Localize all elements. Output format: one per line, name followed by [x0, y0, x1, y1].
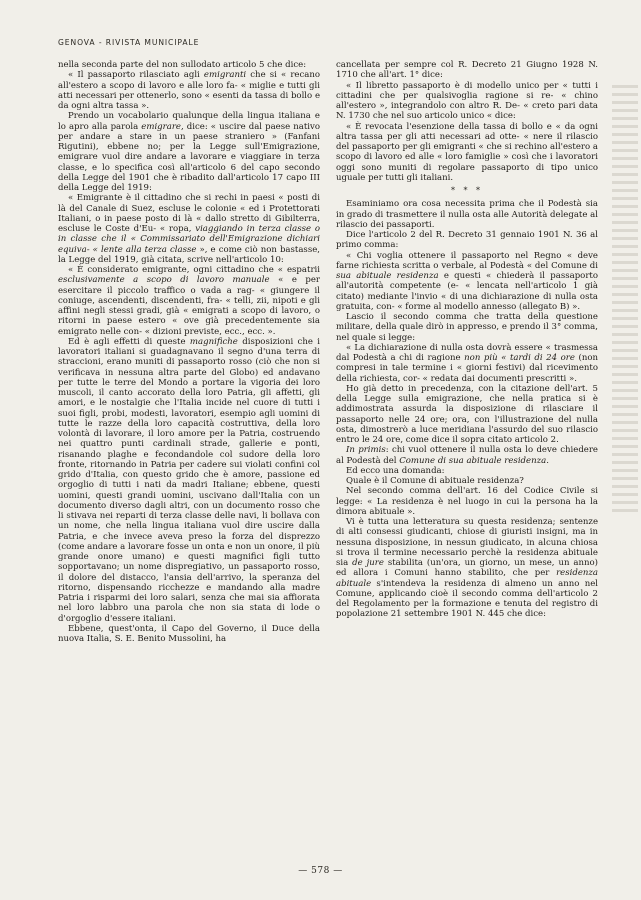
paragraph: In primis: chi vuol ottenere il nulla osta lo deve chiedere al Podestà del Comune di sua abituale residenza. [336, 445, 598, 466]
paragraph: « Chi voglia ottenere il passaporto nel Regno « deve farne richiesta scritta o verbale, al Podestà « del Comune di sua abituale residenza e questi « chiederà il passaporto all'autorità competente (e- « lencata nell'articolo 1 già citato) mediante l'invio « di una dichiarazione di nulla osta gratuita, con- « forme al modello annesso (allegato B) ». [336, 250, 598, 312]
right-column [336, 60, 598, 620]
running-head: GENOVA - RIVISTA MUNICIPALE [58, 38, 200, 47]
page-number: — 578 — [298, 866, 343, 876]
paragraph: Ed è agli effetti di queste magnifiche disposizioni che i lavoratori italiani si guadagnavano il segno d'una terra di straccioni, erano muniti di passaporto rosso (ciò che non si verificava in nessuna altra parte del Globo) ed andavano per tutte le terre del Mondo a portare la vigoria dei loro muscoli, il canto accorato della loro Patria, gli affetti, gli amori, e le nostalgie che l'Italia incide nel cuore di tutti i suoi figli, probi, modesti, lavoratori, esempio agli uomini di tutte le razze della loro capacità costruttiva, della loro volontà di lavorare, il loro amore per la Patria, costruendo nei quattro punti cardinali strade, gallerie e ponti, risanando plaghe e fecondandole col sudore della loro fronte, ritornando in Patria per cadere sui violati confini col grido d'Italia, con questo grido che è amore, passione ed orgoglio di tutti i nati da madri Italiane; ebbene, questi uomini, questi grandi uomini, uscivano dall'Italia con un documento diverso dagli altri, con un documento rosso che li stivava nei reparti di terza classe delle navi, li bollava con un nome, che nella lingua italiana vuol dire uscire dalla Patria, e che invece aveva preso la forza del disprezzo (come andare a lavorare fosse un onta e non un onore, il più grande onore umano) e questi magnifici figli tutto sopportavano; un nome dispregiativo, un passaporto rosso, il dolore del distacco, l'ansia dell'arrivo, la speranza del ritorno, dispensando ricchezze e mandando alla madre Patria i risparmi dei loro salari, senza che mai sia affiorata nel loro labbro una parola che non sia stata di lode o d'orgoglio d'essere italiani. [58, 336, 320, 624]
paragraph: « Il libretto passaporto è di modello unico per « tutti i cittadini che per qualsivoglia ragione si re- « chino all'estero », integrandolo con altro R. De- « creto pari data N. 1730 che nel suo articolo unico « dice: [336, 80, 598, 122]
show-through-margin [612, 80, 638, 840]
paragraph: Esaminiamo ora cosa necessita prima che il Podestà sia in grado di trasmettere il nulla osta alle Autorità delegate al rilascio dei passaporti. [336, 199, 598, 230]
paragraph: Prendo un vocabolario qualunque della lingua italiana e lo apro alla parola emigrare, dice: « uscire dal paese nativo per andare a stare in un paese straniero » (Fanfani Rigutini), ebbene no; per la Legge sull'Emigrazione, emigrare vuol dire andare a lavorare e viaggiare in terza classe, e lo specifica così all'articolo 6 del capo secondo della Legge del 1901 che è ribadito dall'articolo 17 capo III della Legge del 1919: [58, 111, 320, 193]
paragraph: Nel secondo comma dell'art. 16 del Codice Civile si legge: « La residenza è nel luogo in cui la persona ha la dimora abituale ». [336, 486, 598, 517]
paragraph: Ebbene, quest'onta, il Capo del Governo, il Duce della nuova Italia, S. E. Benito Mussolini, ha [58, 623, 320, 644]
paragraph: * * * [450, 186, 484, 195]
paragraph: « La dichiarazione di nulla osta dovrà essere « trasmessa dal Podestà a chi di ragione non più « tardi di 24 ore (non compresi in tale termine i « giorni festivi) dal ricevimento della richiesta, cor- « redata dai documenti prescritti ». [336, 342, 598, 384]
paragraph: Ed ecco una domanda: [346, 465, 445, 476]
left-column [58, 60, 320, 644]
paragraph: Vi è tutta una letteratura su questa residenza; sentenze di alti consessi giudicanti, chiose di giuristi insigni, ma in nessuna disposizione, in nessun giudicato, in alcuna chiosa si trova il termine necessario perchè la residenza abituale sia de jure stabilita (un'ora, un giorno, un mese, un anno) ed allora i Comuni hanno stabilito, che per residenza abituale s'intendeva la residenza di almeno un anno nel Comune, applicando cioè il secondo comma dell'articolo 2 del Regolamento per la formazione e tenuta del registro di popolazione 21 settembre 1901 N. 445 che dice: [336, 517, 598, 620]
paragraph: nella seconda parte del non sullodato articolo 5 che dice: [58, 60, 307, 70]
paragraph: « Emigrante è il cittadino che si rechi in paesi « posti di là del Canale di Suez, escluse le colonie « ed i Protettorati Italiani, o in paese posto di là « dallo stretto di Gibilterra, escluse le Coste d'Eu- « ropa, viaggiando in terza classe o in classe che il « Commissariato dell'Emigrazione dichiari equiva- « lente alla terza classe », e come ciò non bastasse, la Legge del 1919, già citata, scrive nell'articolo 10: [58, 193, 320, 265]
paragraph: Dice l'articolo 2 del R. Decreto 31 gennaio 1901 N. 36 al primo comma: [336, 230, 598, 251]
paragraph: Ho già detto in precedenza, con la citazione dell'art. 5 della Legge sulla emigrazione, che nella pratica si è addimostrata assurda la disposizione di rilasciare il passaporto nelle 24 ore; ora, con l'illustrazione del nulla osta, dimostrerò a luce meridiana l'assurdo del suo rilascio entro le 24 ore, come dice il sopra citato articolo 2. [336, 383, 598, 445]
paragraph: « Il passaporto rilasciato agli emigranti che si « recano all'estero a scopo di lavoro e alle loro fa- « miglie e tutti gli atti necessari per ottenerlo, sono « esenti da tassa di bollo e da ogni altra tassa ». [58, 70, 321, 111]
paragraph: Quale è il Comune di abituale residenza? [346, 476, 524, 486]
paragraph: « È revocata l'esenzione della tassa di bollo e « da ogni altra tassa per gli atti necessari ad otte- « nere il rilascio del passaporto per gli emigranti « che si rechino all'estero a scopo di lavoro ed alle « loro famiglie » così che i lavoratori oggi sono muniti di regolare passaporto di tipo unico uguale per tutti gli italiani. [336, 121, 598, 183]
paragraph: cancellata per sempre col R. Decreto 21 Giugno 1928 N. 1710 che all'art. 1° dice: [336, 60, 598, 81]
paragraph: Lascio il secondo comma che tratta della questione militare, della quale dirò in appresso, e prendo il 3° comma, nel quale si legge: [336, 312, 598, 343]
paragraph: « È considerato emigrante, ogni cittadino che « espatrii esclusivamente a scopo di lavoro manuale « e per esercitare il piccolo traffico o vada a rag- « giungere il coniuge, ascendenti, discendenti, fra- « telli, zii, nipoti e gli affini negli stessi gradi, già « emigrati a scopo di lavoro, o ritorni in paese estero « ove già precedentemente sia emigrato nelle con- « dizioni previste, ecc., ecc. ». [58, 265, 320, 337]
